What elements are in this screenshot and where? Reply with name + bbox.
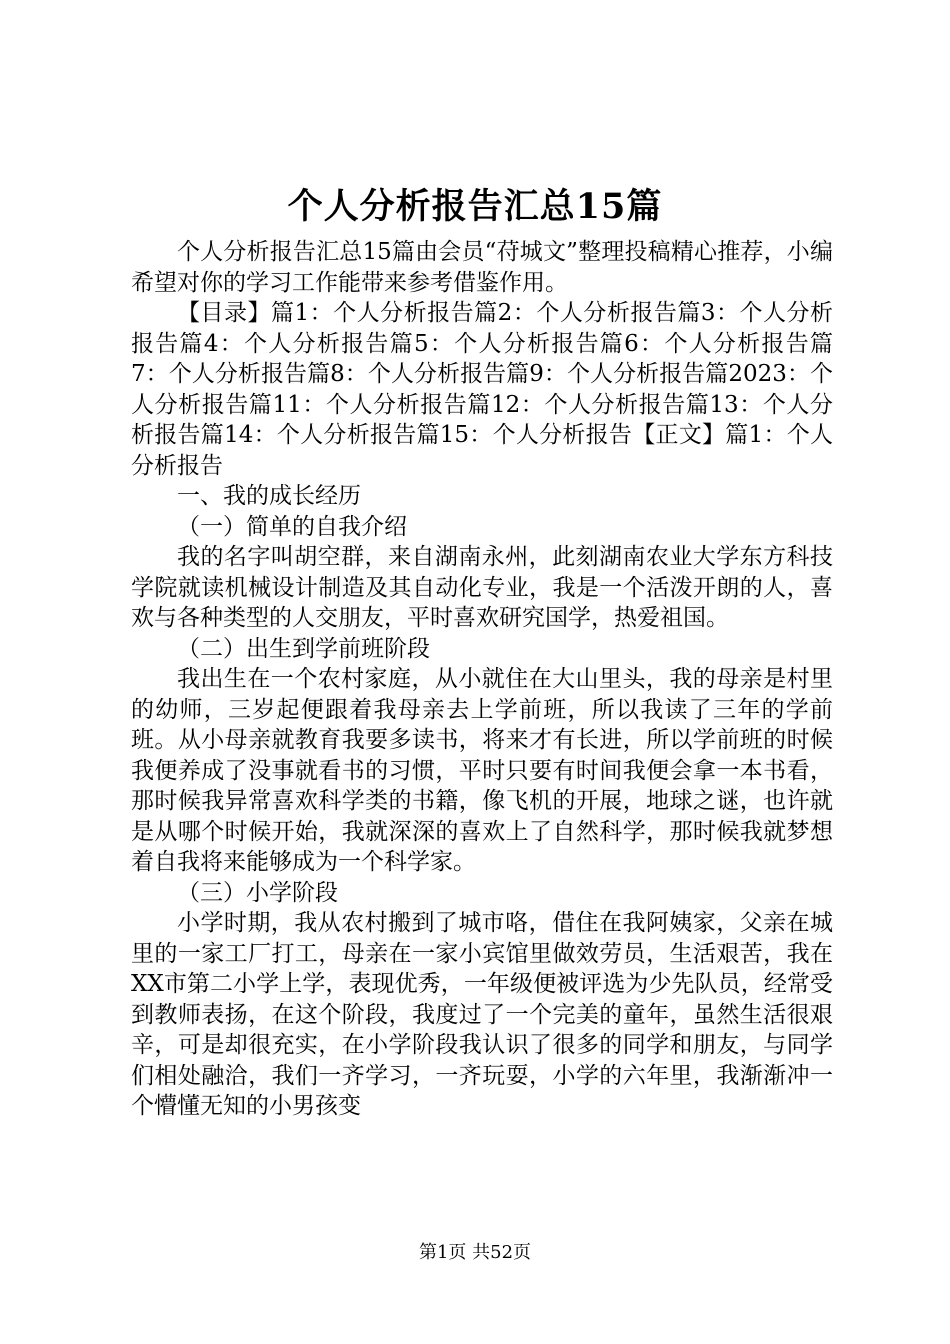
page-number-footer: 第1页 共52页 (418, 1242, 532, 1263)
page-title: 个人分析报告汇总15篇 (287, 186, 663, 227)
sub-heading-preschool: （二）出生到学前班阶段 (177, 635, 430, 662)
preschool-paragraph: 我出生在一个农村家庭，从小就住在大山里头，我的母亲是村里的幼师，三岁起便跟着我母亲去上学前班，所以我读了三年的学前班。从小母亲就教育我要多读书，将来才有长进，所以学前班的时候我便养成了没事就看书的习惯，平时只要有时间我便会拿一本书看，那时候我异常喜欢科学类的书籍，像飞机的开展，地球之谜，也许就是从哪个时候开始，我就深深的喜欢上了自然科学，那时候我就梦想着自我将来能够成为一个科学家。 (131, 666, 833, 875)
sub-heading-primary: （三）小学阶段 (177, 879, 338, 906)
intro-paragraph: 个人分析报告汇总15篇由会员“苻城文”整理投稿精心推荐，小编希望对你的学习工作能带来参考借鉴作用。 (131, 239, 833, 296)
sub-heading-intro: （一）简单的自我介绍 (177, 513, 407, 540)
self-intro-paragraph: 我的名字叫胡空群，来自湖南永州，此刻湖南农业大学东方科技学院就读机械设计制造及其自动化专业，我是一个活泼开朗的人，喜欢与各种类型的人交朋友，平时喜欢研究国学，热爱祖国。 (131, 544, 833, 631)
primary-school-paragraph: 小学时期，我从农村搬到了城市咯，借住在我阿姨家，父亲在城里的一家工厂打工，母亲在一家小宾馆里做效劳员，生活艰苦，我在XX市第二小学上学，表现优秀，一年级便被评选为少先队员，经常受到教师表扬，在这个阶段，我度过了一个完美的童年，虽然生活很艰辛，可是却很充实，在小学阶段我认识了很多的同学和朋友，与同学们相处融洽，我们一齐学习，一齐玩耍，小学的六年里，我渐渐冲一个懵懂无知的小男孩变 (131, 910, 833, 1119)
toc-paragraph: 【目录】篇1：个人分析报告篇2：个人分析报告篇3：个人分析报告篇4：个人分析报告篇5：个人分析报告篇6：个人分析报告篇7：个人分析报告篇8：个人分析报告篇9：个人分析报告篇2023：个人分析报告篇11：个人分析报告篇12：个人分析报告篇13：个人分析报告篇14：个人分析报告篇15：个人分析报告【正文】篇1：个人分析报告 (131, 300, 833, 479)
section-heading: 一、我的成长经历 (177, 483, 361, 509)
document-body (131, 237, 833, 1122)
